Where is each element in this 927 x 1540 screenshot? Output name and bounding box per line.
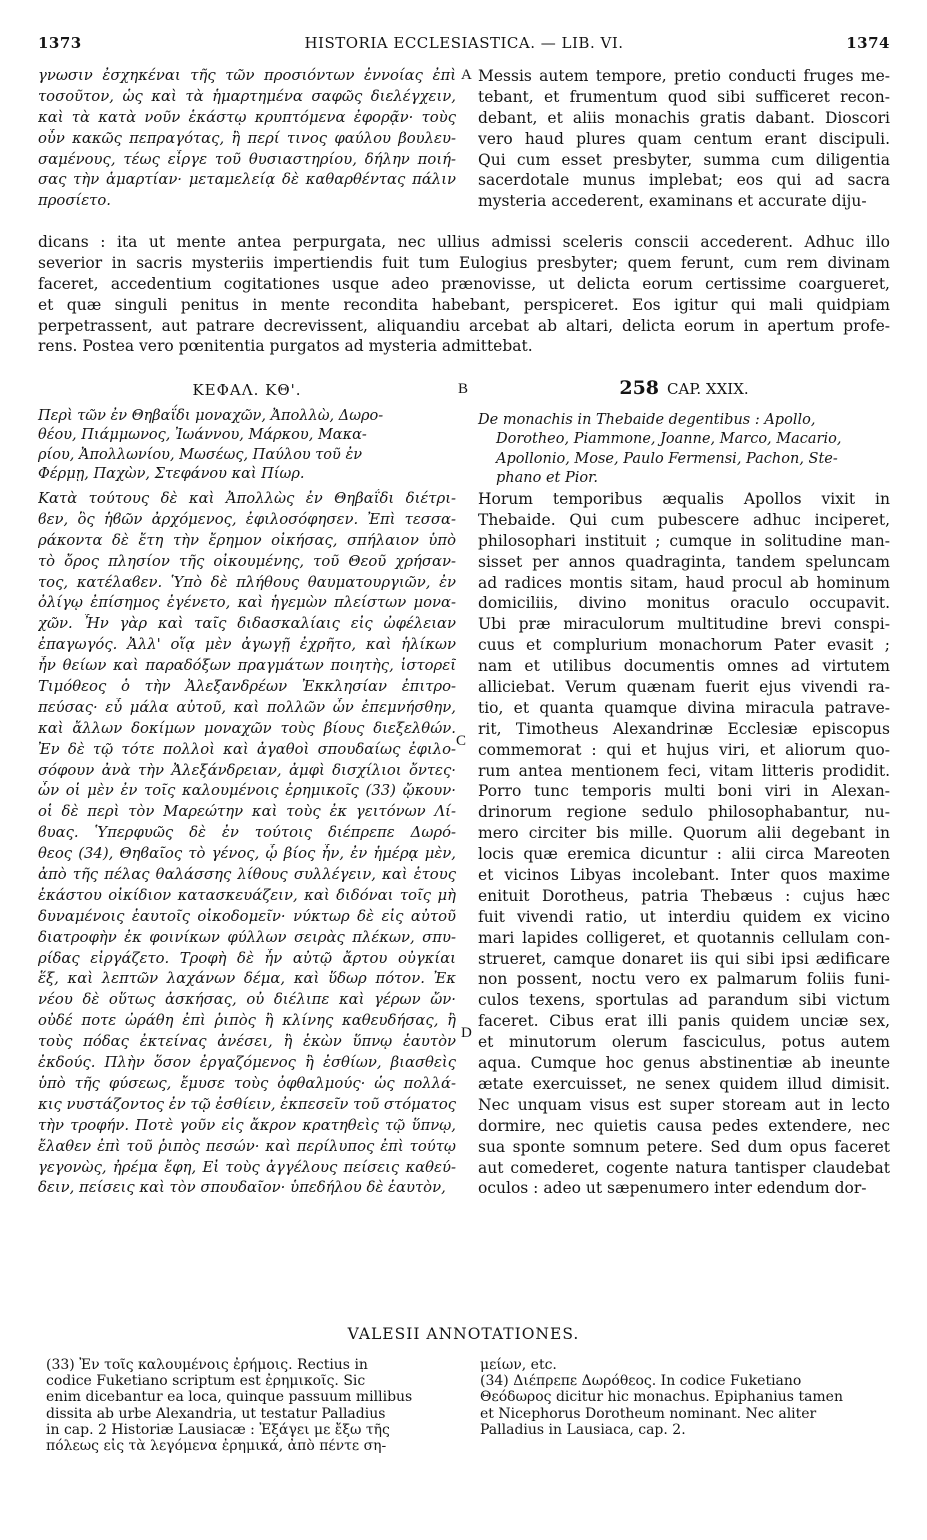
chapter-number: 258 bbox=[619, 377, 660, 399]
text-line: καὶ τὰ κατὰ νοῦν ἑκάστῳ κρυπτόμενα ἐφορᾷν· τοὺς bbox=[38, 108, 456, 126]
text-line: θεος (34), Θηϐαῖος τὸ γένος, ᾧ βίος ἦν, ἐν ἡμέρᾳ μὲν, bbox=[38, 845, 456, 863]
left-page-number: 1373 bbox=[38, 34, 82, 52]
text-line: ἦν θείων καὶ παραδόξων πραγμάτων ποιητὴς, ἱστορεῖ bbox=[38, 657, 456, 675]
text-line: rens. Postea vero pœnitentia purgatos ad mysteria admittebat. bbox=[38, 337, 533, 356]
text-line: οὖν κακῶς πεπραγότας, ἢ περί τινος φαύλου βουλευ- bbox=[38, 129, 456, 147]
text-line: debant, et aliis monachis gratis dabant. Dioscori bbox=[478, 108, 890, 127]
text-line: διατροφὴν ἐκ φοινίκων φύλλων σειρὰς πλέκων, σπυ- bbox=[38, 928, 456, 946]
text-line: drinorum regione sedulo philosophabantur, nu- bbox=[478, 803, 890, 822]
text-line: σαμένους, τέως εἶργε τοῦ θυσιαστηρίου, δήλην ποιή- bbox=[38, 150, 456, 168]
text-line: enituit Dorotheus, patria Thebæus : cujus hæc bbox=[478, 886, 890, 905]
annotation-line: dissita ab urbe Alexandria, ut testatur Palladius bbox=[46, 1405, 386, 1422]
text-line: Κατὰ τούτους δὲ καὶ Ἀπολλὼς ἐν Θηβαΐδι διέτρι- bbox=[38, 490, 456, 507]
annotation-line: Palladius in Lausiaca, cap. 2. bbox=[480, 1421, 686, 1438]
summary-line: phano et Pior. bbox=[496, 470, 599, 487]
text-line: Messis autem tempore, pretio conducti fruges me- bbox=[478, 67, 890, 85]
summary-line: Dorotheo, Piammone, Joanne, Marco, Macario, bbox=[496, 431, 842, 448]
text-line: dormire, nec quietis causa pedes extendere, nec bbox=[478, 1116, 890, 1135]
text-line: τοσοῦτον, ὡς καὶ τὰ ἡμαρτημένα σαφῶς διελέγχειν, bbox=[38, 87, 456, 105]
text-line: γνωσιν ἐσχηκέναι τῆς τῶν προσιόντων ἐννοίας ἐπὶ bbox=[38, 67, 456, 84]
text-line: culos texens, sportulas ad parandum sibi victum bbox=[478, 991, 890, 1010]
summary-line: Apollonio, Mose, Paulo Fermensi, Pachon, Ste- bbox=[496, 450, 838, 467]
text-line: domiciliis, divino monitus oraculo occupavit. bbox=[478, 594, 890, 613]
text-line: Τιμόθεος ὁ τὴν Ἀλεξανδρέων Ἐκκλησίαν ἐπιτρο- bbox=[38, 678, 456, 696]
text-line: faceret, accedentium cogitationes usque adeo prænovisse, ut delicta eorum certissime coargueret, bbox=[38, 274, 890, 293]
text-line: perpetrassent, aut patrare decrevissent, aliquandiu arcebat ab altari, delicta eorum in apertum profe- bbox=[38, 316, 890, 335]
text-line: σόφουν ἀνὰ τὴν Ἀλεξάνδρειαν, ἀμφὶ δισχίλιοι ὄντες· bbox=[38, 761, 456, 779]
annotations-right-column bbox=[480, 1357, 890, 1438]
annotations-left-column bbox=[46, 1357, 456, 1454]
margin-marker-b: B bbox=[458, 381, 469, 397]
text-line: severior in sacris mysteriis impertiendis fuit tum Eulogius presbyter; quem ferunt, cum rem divinam bbox=[38, 253, 890, 272]
text-line: et minutorum olerum fasciculus, potus autem bbox=[478, 1033, 890, 1052]
text-line: aqua. Cumque hoc genus abstinentiæ ab ineunte bbox=[478, 1054, 890, 1073]
text-line: locis quæ eremica dicuntur : alii circa Mareoten bbox=[478, 845, 890, 864]
top-latin-column bbox=[478, 66, 890, 212]
text-line: nam et utilibus documentis omnes ad virtutem bbox=[478, 657, 890, 676]
annotation-line: enim dicebantur ea loca, quinque passuum millibus bbox=[46, 1389, 413, 1406]
chapter-label: CAP. XXIX. bbox=[667, 380, 749, 398]
text-line: non possent, noctu vero ex palmarum foliis funi- bbox=[478, 970, 890, 989]
annotation-line: πόλεως εἰς τὰ λεγόμενα ἐρημικά, ἀπὸ πέντε ση- bbox=[46, 1438, 387, 1455]
text-line: tio, et quanta quamque divina miracula patrave- bbox=[478, 698, 890, 717]
text-line: ætate exercuisset, ne senex quidem illud dimisit. bbox=[478, 1074, 890, 1093]
annotation-line: in cap. 2 Historiæ Lausiacæ : Ἐξάγει με ἔξω τῆς bbox=[46, 1421, 390, 1438]
text-line: fuit vivendi ratio, ut interdiu quidem ex vicino bbox=[478, 907, 890, 926]
text-line: vero haud plures quam centum erant discipuli. bbox=[478, 129, 890, 148]
annotation-line: (33) Ἐν τοῖς καλουμένοις ἐρήμοις. Rectius in bbox=[46, 1357, 368, 1373]
text-line: Horum temporibus æqualis Apollos vixit in bbox=[478, 490, 890, 508]
annotation-line: μείων, etc. bbox=[480, 1357, 557, 1373]
text-line: rit, Timotheus Alexandrinæ Ecclesiæ episcopus bbox=[478, 719, 890, 738]
text-line: ad radices montis sitam, haud procul ab hominum bbox=[478, 573, 890, 592]
text-line: tebant, et frumentum quod sibi sufficeret recon- bbox=[478, 87, 890, 106]
annotations-title: VALESII ANNOTATIONES. bbox=[347, 1325, 580, 1343]
summary-line: ρίου, Ἀπολλωνίου, Μωσέως, Παύλου τοῦ ἐν bbox=[38, 446, 363, 463]
text-line: δειν, πείσεις καὶ τὸν σπουδαῖον· ὑπεδήλου δὲ ἑαυτὸν, bbox=[38, 1179, 446, 1197]
text-line: κις νυστάζοντος ἐν τῷ ἐσθίειν, ἐκπεσεῖν τοῦ στόματος bbox=[38, 1095, 456, 1113]
text-line: ἕξ, καὶ λεπτῶν λαχάνων δέμα, καὶ ὕδωρ πότον. Ἐκ bbox=[38, 970, 456, 988]
summary-line: θέου, Πιάμμωνος, Ἰωάννου, Μάρκου, Μακα- bbox=[38, 427, 367, 444]
text-line: mysteria accederent, examinans et accurate diju- bbox=[478, 192, 867, 211]
text-line: sisset per annos quadraginta, tandem speluncam bbox=[478, 552, 890, 571]
text-line: faceret. Cibus erat illi panis quidem unciæ sex, bbox=[478, 1012, 890, 1031]
text-line: rum antea mentionem feci, vitam litteris prodidit. bbox=[478, 761, 890, 780]
text-line: ϐυας. Ὑπερφυῶς δὲ ἐν τούτοις διέπρεπε Δωρό- bbox=[38, 824, 456, 842]
top-greek-column bbox=[38, 66, 456, 212]
text-line: ἑκάστου οἰκίδιον κατασκευάζειν, καὶ διδόναι τοῖς μὴ bbox=[38, 886, 456, 904]
text-line: προσίετο. bbox=[38, 192, 111, 210]
summary-line: Φέρμῃ, Παχὼν, Στεφάνου καὶ Πίωρ. bbox=[38, 466, 305, 483]
text-line: Porro tunc temporis multi boni viri in Alexan- bbox=[478, 782, 890, 801]
text-line: aut comederet, cogente natura tantisper claudebat bbox=[478, 1158, 890, 1177]
text-line: χῶν. Ἦν γὰρ καὶ ταῖς διδασκαλίαις εἰς ὠφέλειαν bbox=[38, 615, 456, 633]
text-line: ὧν οἱ μὲν ἐν τοῖς καλουμένοις ἐρημικοῖς (33) ᾤκουν· bbox=[38, 782, 456, 800]
running-header bbox=[38, 34, 890, 58]
text-line: ρίδας εἰργάζετο. Τροφὴ δὲ ἦν αὐτῷ ἄρτου οὐγκίαι bbox=[38, 949, 456, 967]
text-line: πεύσας· εὖ μάλα αὐτοῦ, καὶ πολλῶν ὧν ἐπεμνήσθην, bbox=[38, 698, 456, 716]
text-line: ὑπὸ τῆς φύσεως, ἔμυσε τοὺς ὀφθαλμούς· ὡς πολλά- bbox=[38, 1074, 456, 1092]
text-line: cuus et complurium monachorum Pater evasit ; bbox=[478, 636, 890, 655]
annotation-line: et Nicephorus Dorotheum nominant. Nec aliter bbox=[480, 1405, 817, 1422]
text-line: mero circiter bis mille. Quorum alii degebant in bbox=[478, 824, 890, 843]
latin-body-column bbox=[478, 489, 890, 1199]
text-line: Qui cum esset presbyter, summa cum diligentia bbox=[478, 150, 890, 169]
top-latin-continuation bbox=[38, 232, 890, 357]
text-line: sacerdotale munus implebat; eos qui ad sacra bbox=[478, 171, 890, 190]
text-line: δυναμένοις ἑαυτοῖς οἰκοδομεῖν· νύκτωρ δὲ εἰς αὐτοῦ bbox=[38, 907, 456, 925]
text-line: ράκοντα δὲ ἔτη τὴν ἔρημον οἰκήσας, σπήλαιον ὑπὸ bbox=[38, 531, 456, 549]
margin-marker-d: D bbox=[461, 1025, 472, 1041]
text-line: τὸ ὄρος πλησίον τῆς οἰκουμένης, τοῦ Θεοῦ χρήσαν- bbox=[38, 552, 456, 570]
summary-line: Περὶ τῶν ἐν Θηβαΐδι μοναχῶν, Ἀπολλὼ, Δωρο- bbox=[38, 408, 384, 424]
text-line: νέου δὲ οὕτως ἀσκήσας, οὐ διέλιπε καὶ γέρων ὤν· bbox=[38, 991, 456, 1009]
text-line: ἔλαθεν ἐπὶ τοῦ ῥιπὸς πεσών· καὶ περίλυπος ἐπὶ τούτῳ bbox=[38, 1137, 456, 1155]
text-line: οὐδέ ποτε ὠράθη ἐπὶ ῥιπὸς ἢ κλίνης καθευδήσας, ἢ bbox=[38, 1012, 456, 1030]
text-line: et quæ singuli penitus in mente recondita habebant, perspiceret. Eos igitur qui mali quidpiam bbox=[38, 295, 890, 314]
annotation-line: (34) Διέπρεπε Δωρόθεος. In codice Fuketiano bbox=[480, 1373, 802, 1390]
text-line: τὴν τροφήν. Ποτὲ γοῦν εἰς ἄκρον κρατηθεὶς τῷ ὕπνῳ, bbox=[38, 1116, 456, 1134]
summary-line: De monachis in Thebaide degentibus : Apollo, bbox=[478, 412, 816, 428]
text-line: ἐπαγωγός. Ἀλλ' οἵᾳ μὲν ἀγωγῇ ἐχρῆτο, καὶ ἡλίκων bbox=[38, 636, 456, 654]
text-line: commemorat : qui et hujus viri, et aliorum quo- bbox=[478, 740, 890, 759]
text-line: ὀλίγῳ ἐπίσημος ἐγένετο, καὶ ἡγεμὼν πλείστων μονα- bbox=[38, 594, 456, 612]
greek-body-column bbox=[38, 489, 456, 1199]
text-line: ϐεν, ὃς ἡϐῶν ἀρχόμενος, ἐφιλοσόφησεν. Ἐπὶ τεσσα- bbox=[38, 510, 456, 528]
text-line: Ἐν δὲ τῷ τότε πολλοὶ καὶ ἀγαθοὶ σπουδαίως ἐφιλο- bbox=[38, 740, 456, 758]
text-line: γεγονὼς, ἠρέμα ἔφη, Εἰ τοὺς ἀγγέλους πείσεις καθεύ- bbox=[38, 1158, 456, 1176]
text-line: Nec unquam visus est super stoream aut in lecto bbox=[478, 1095, 890, 1114]
text-line: Ubi præ miraculorum multitudine brevi conspi- bbox=[478, 615, 890, 634]
margin-marker-c: C bbox=[456, 733, 467, 749]
text-line: τος, κατέλαϐεν. Ὑπὸ δὲ πλήθους θαυματουργιῶν, ἐν bbox=[38, 573, 456, 591]
text-line: καὶ ἄλλων δοκίμων μοναχῶν τοὺς βίους διεξελθών. bbox=[38, 719, 456, 737]
greek-chapter-heading: ΚΕΦΑΛ. ΚΘ'. bbox=[192, 381, 302, 399]
annotation-line: codice Fuketiano scriptum est ἐρημικοῖς. Sic bbox=[46, 1373, 366, 1390]
text-line: philosophari instituit ; cumque in solitudine man- bbox=[478, 531, 890, 550]
greek-chapter-summary bbox=[38, 407, 456, 485]
text-line: sua sponte somnum petere. Sed dum opus faceret bbox=[478, 1137, 890, 1156]
text-line: τοὺς πόδας ἐκτείνας ἀνέσει, ἢ ἑκὼν ὕπνῳ ἑαυτὸν bbox=[38, 1033, 456, 1051]
right-page-number: 1374 bbox=[846, 34, 890, 52]
margin-marker-a: A bbox=[461, 67, 472, 83]
annotation-line: Θεόδωρος dicitur hic monachus. Epiphanius tamen bbox=[480, 1389, 843, 1406]
text-line: σας τὴν ἁμαρτίαν· μεταμελείᾳ δὲ καθαρθέντας πάλιν bbox=[38, 171, 456, 189]
text-line: oculos : adeo ut sæpenumero inter edendum dor- bbox=[478, 1179, 867, 1198]
running-title: HISTORIA ECCLESIASTICA. — LIB. VI. bbox=[304, 34, 624, 52]
text-line: ἀπὸ τῆς πέλας θαλάσσης λίθους συλλέγειν, καὶ ἑτους bbox=[38, 866, 456, 884]
text-line: strueret, camque donaret iis qui sibi ipsi ædificare bbox=[478, 949, 890, 968]
latin-chapter-summary bbox=[478, 411, 890, 489]
text-line: alliciebat. Verum quænam fuerit ejus vivendi ra- bbox=[478, 678, 890, 697]
text-line: Thebaide. Qui cum pubescere adhuc inciperet, bbox=[478, 510, 890, 529]
text-line: ἐκδούς. Πλὴν ὅσον ἐργαζόμενος ἢ ἐσθίων, βιασθεὶς bbox=[38, 1054, 456, 1072]
text-line: mari lapides colligeret, et quotannis cellulam con- bbox=[478, 928, 890, 947]
latin-chapter-heading bbox=[478, 377, 890, 399]
text-line: et vicinos Libyas incolebant. Inter quos maxime bbox=[478, 866, 890, 885]
text-line: dicans : ita ut mente antea perpurgata, nec ullius admissi sceleris conscii accederent. Adhuc illo bbox=[38, 233, 890, 251]
text-line: οἱ δὲ περὶ τὸν Μαρεώτην καὶ τοὺς ἐκ γειτόνων Λί- bbox=[38, 803, 456, 821]
